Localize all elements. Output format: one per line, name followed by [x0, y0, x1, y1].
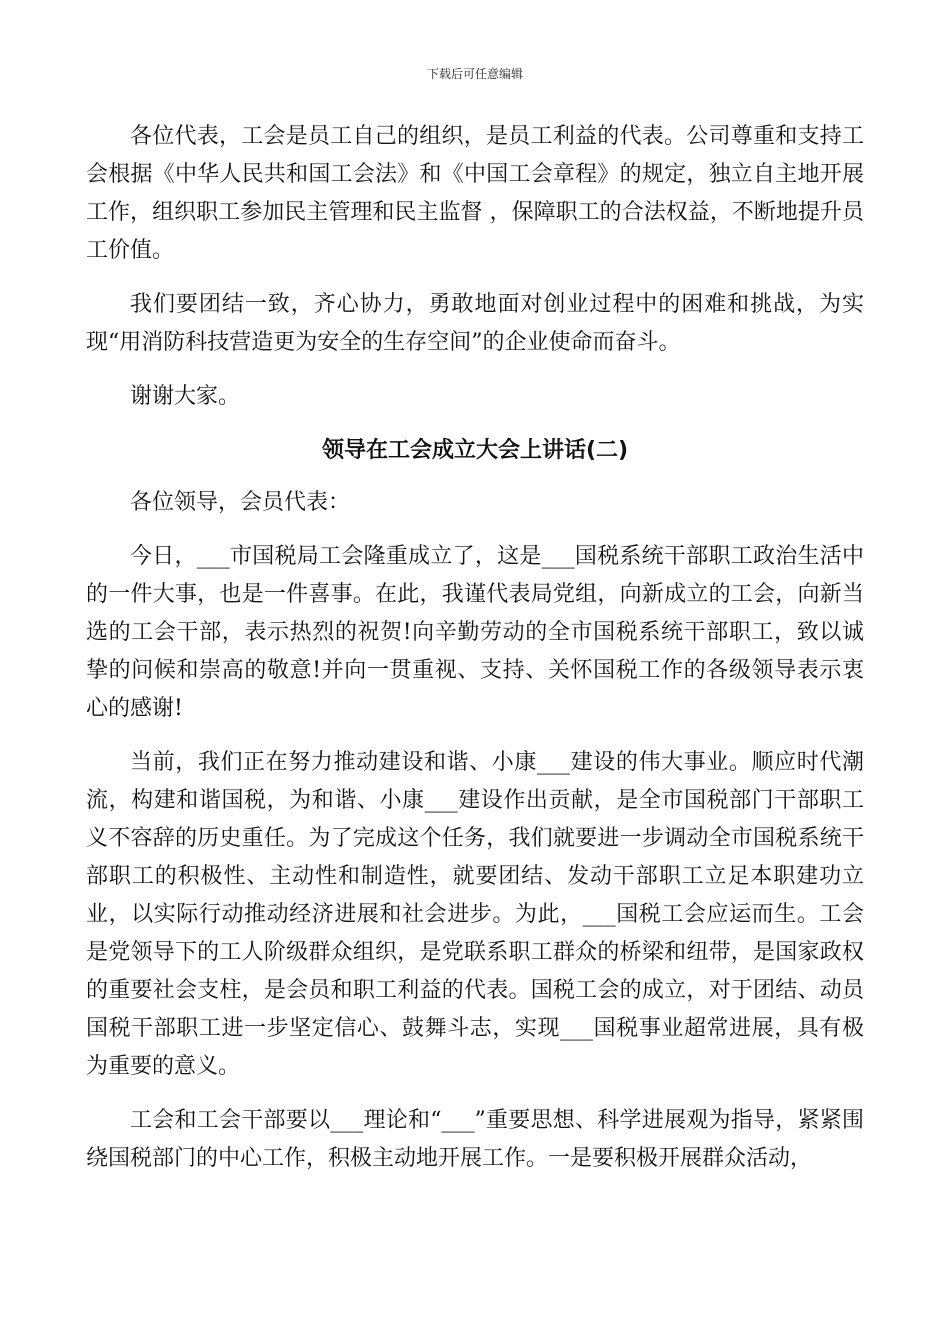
paragraph-congratulations: 今日，___市国税局工会隆重成立了，这是___国税系统干部职工政治生活中的一件大事，也是一件喜事。在此，我谨代表局党组，向新成立的工会，向新当选的工会干部，表示热烈的祝贺!向辛勤劳动的全市国税系统干部职工，致以诚挚的问候和崇高的敬意!并向一贯重视、支持、关怀国税工作的各级领导表示衷心的感谢! [86, 544, 864, 721]
paragraph-thanks: 谢谢大家。 [130, 384, 241, 409]
section-title: 领导在工会成立大会上讲话(二) [321, 438, 629, 463]
paragraph-current-situation: 当前，我们正在努力推动建设和谐、小康___建设的伟大事业。顺应时代潮流，构建和谐国税，为和谐、小康___建设作出贡献，是全市国税部门干部职工义不容辞的历史重任。为了完成这个任务，我们就要进一步调动全市国税系统干部职工的积极性、主动性和制造性，就要团结、发动干部职工立足本职建功立业，以实际行动推动经济进展和社会进步。为此，___国税工会应运而生。工会是党领导下的工人阶级群众组织，是党联系职工群众的桥梁和纽带，是国家政权的重要社会支柱，是会员和职工利益的代表。国税工会的成立，对于团结、动员国税干部职工进一步坚定信心、鼓舞斗志，实现___国税事业超常进展，具有极为重要的意义。 [86, 750, 864, 1079]
page-header-note: 下载后可任意编辑 [426, 67, 523, 81]
paragraph-guidance: 工会和工会干部要以___理论和“___”重要思想、科学进展观为指导，紧紧围绕国税部门的中心工作，积极主动地开展工作。一是要积极开展群众活动， [86, 1108, 864, 1171]
paragraph-salutation: 各位领导，会员代表： [130, 490, 351, 515]
paragraph-unity: 我们要团结一致，齐心协力，勇敢地面对创业过程中的困难和挑战，为实现“用消防科技营造更为安全的生存空间”的企业使命而奋斗。 [86, 292, 864, 355]
paragraph-representatives: 各位代表，工会是员工自己的组织，是员工利益的代表。公司尊重和支持工会根据《中华人民共和国工会法》和《中国工会章程》的规定，独立自主地开展工作，组织职工参加民主管理和民主监督 ，保障职工的合法权益，不断地提升员工价值。 [86, 124, 864, 263]
document-body [86, 118, 864, 1194]
